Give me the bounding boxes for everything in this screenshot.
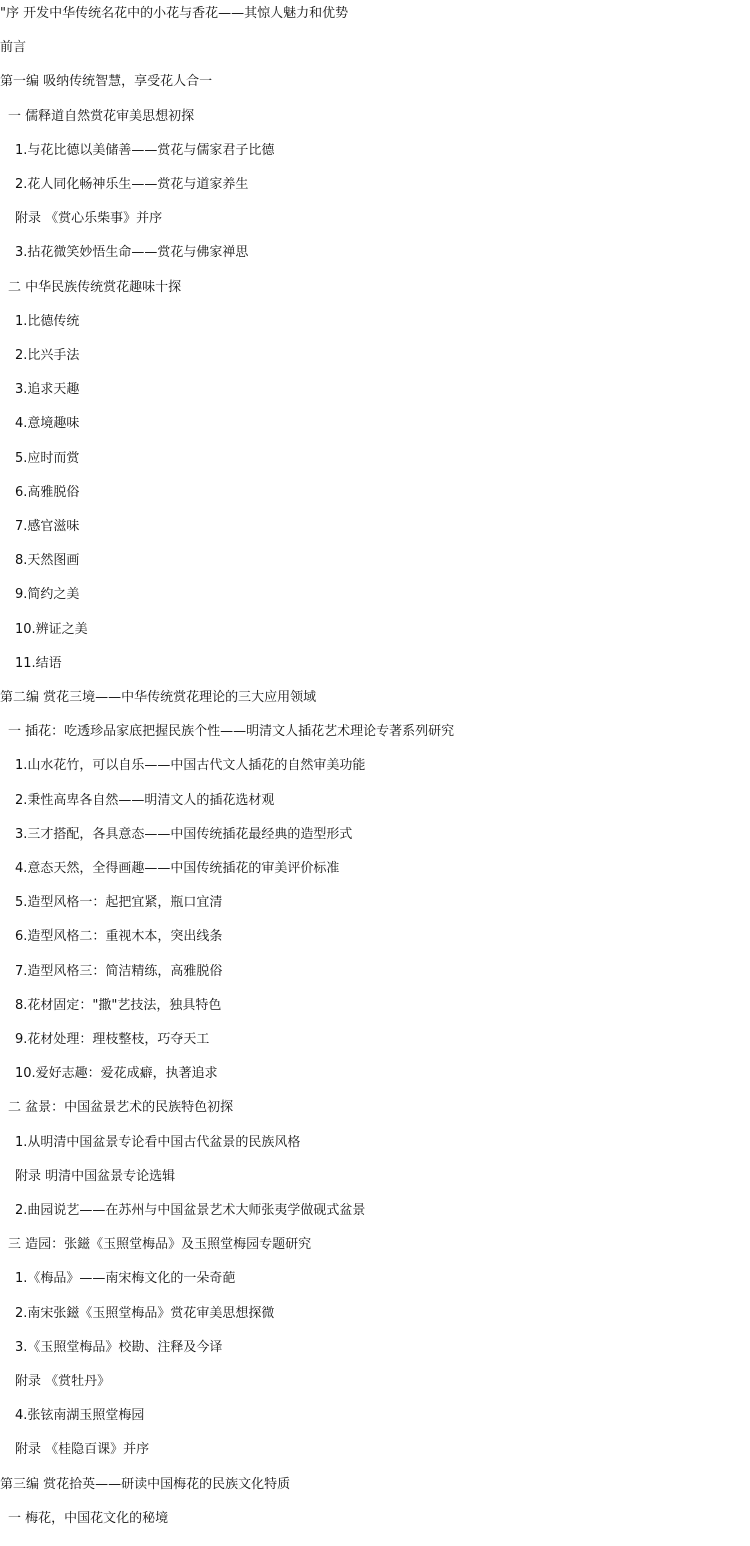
toc-entry: 2.秉性高卑各自然——明清文人的插花选材观: [15, 792, 275, 808]
toc-entry: 1.与花比德以美储善——赏花与儒家君子比德: [15, 142, 275, 158]
toc-entry: 11.结语: [15, 655, 62, 671]
toc-entry: 附录 《赏心乐柴事》并序: [15, 211, 163, 227]
toc-entry: 3.《玉照堂梅品》校勘、注释及今译: [15, 1339, 223, 1355]
toc-entry: 9.花材处理：理枝整枝，巧夺天工: [15, 1032, 210, 1047]
toc-entry: 10.爱好志趣：爱花成癖，执著追求: [15, 1066, 218, 1082]
toc-part-heading: 第三编 赏花拾英——研读中国梅花的民族文化特质: [0, 1476, 291, 1492]
toc-entry: 1.从明清中国盆景专论看中国古代盆景的民族风格: [15, 1134, 301, 1150]
toc-entry: 附录 《桂隐百课》并序: [15, 1442, 150, 1458]
toc-entry: 2.花人同化畅神乐生——赏花与道家养生: [15, 177, 249, 192]
toc-entry: 1.山水花竹，可以自乐——中国古代文人插花的自然审美功能: [15, 758, 366, 774]
toc-entry: 3.三才搭配，各具意态——中国传统插花最经典的造型形式: [15, 826, 353, 842]
toc-section-heading: 一 插花：吃透珍品家底把握民族个性——明清文人插花艺术理论专著系列研究: [8, 724, 455, 740]
toc-part-heading: "序 开发中华传统名花中的小花与香花——其惊人魅力和优势: [0, 6, 349, 21]
toc-section-heading: 三 造园：张鎡《玉照堂梅品》及玉照堂梅园专题研究: [8, 1237, 312, 1253]
toc-entry: 5.造型风格一：起把宜紧，瓶口宜清: [15, 895, 223, 911]
toc-entry: 7.感官滋味: [15, 519, 80, 534]
toc-entry: 6.造型风格二：重视木本，突出线条: [15, 929, 223, 945]
toc-entry: 附录 明清中国盆景专论选辑: [15, 1168, 176, 1184]
toc-entry: 2.南宋张鎡《玉照堂梅品》赏花审美思想探微: [15, 1305, 275, 1321]
toc-entry: 1.《梅品》——南宋梅文化的一朵奇葩: [15, 1271, 236, 1287]
toc-entry: 6.高雅脱俗: [15, 484, 80, 500]
toc-entry: 2.曲园说艺——在苏州与中国盆景艺术大师张夷学做砚式盆景: [15, 1203, 366, 1218]
toc-entry: 1.比德传统: [15, 313, 80, 329]
toc-section-heading: 二 盆景：中国盆景艺术的民族特色初探: [8, 1100, 234, 1116]
toc-entry: 4.意态天然，全得画趣——中国传统插花的审美评价标准: [15, 861, 340, 876]
toc-entry: 8.花材固定："撒"艺技法，独具特色: [15, 997, 222, 1013]
toc-entry: 附录 《赏牡丹》: [15, 1374, 111, 1389]
toc-entry: 8.天然图画: [15, 553, 80, 569]
toc-entry: 5.应时而赏: [15, 450, 80, 466]
toc-entry: 7.造型风格三：简洁精练，高雅脱俗: [15, 963, 223, 979]
toc-section-heading: 二 中华民族传统赏花趣味十探: [8, 279, 182, 295]
toc-entry: 9.简约之美: [15, 587, 80, 603]
toc-entry: 10.辨证之美: [15, 621, 88, 637]
toc-entry: 4.意境趣味: [15, 416, 80, 432]
toc-entry: 2.比兴手法: [15, 348, 80, 363]
toc-section-heading: 一 儒释道自然赏花审美思想初探: [8, 108, 195, 124]
toc-section-heading: 一 梅花，中国花文化的秘境: [8, 1510, 169, 1526]
toc-entry: 4.张铉南湖玉照堂梅园: [15, 1408, 145, 1424]
toc-part-heading: 前言: [0, 40, 27, 56]
toc-entry: 3.拈花微笑妙悟生命——赏花与佛家禅思: [15, 245, 249, 261]
toc-part-heading: 第二编 赏花三境——中华传统赏花理论的三大应用领域: [0, 690, 317, 705]
toc-part-heading: 第一编 吸纳传统智慧，享受花人合一: [0, 74, 213, 90]
toc-entry: 3.追求天趣: [15, 382, 80, 398]
